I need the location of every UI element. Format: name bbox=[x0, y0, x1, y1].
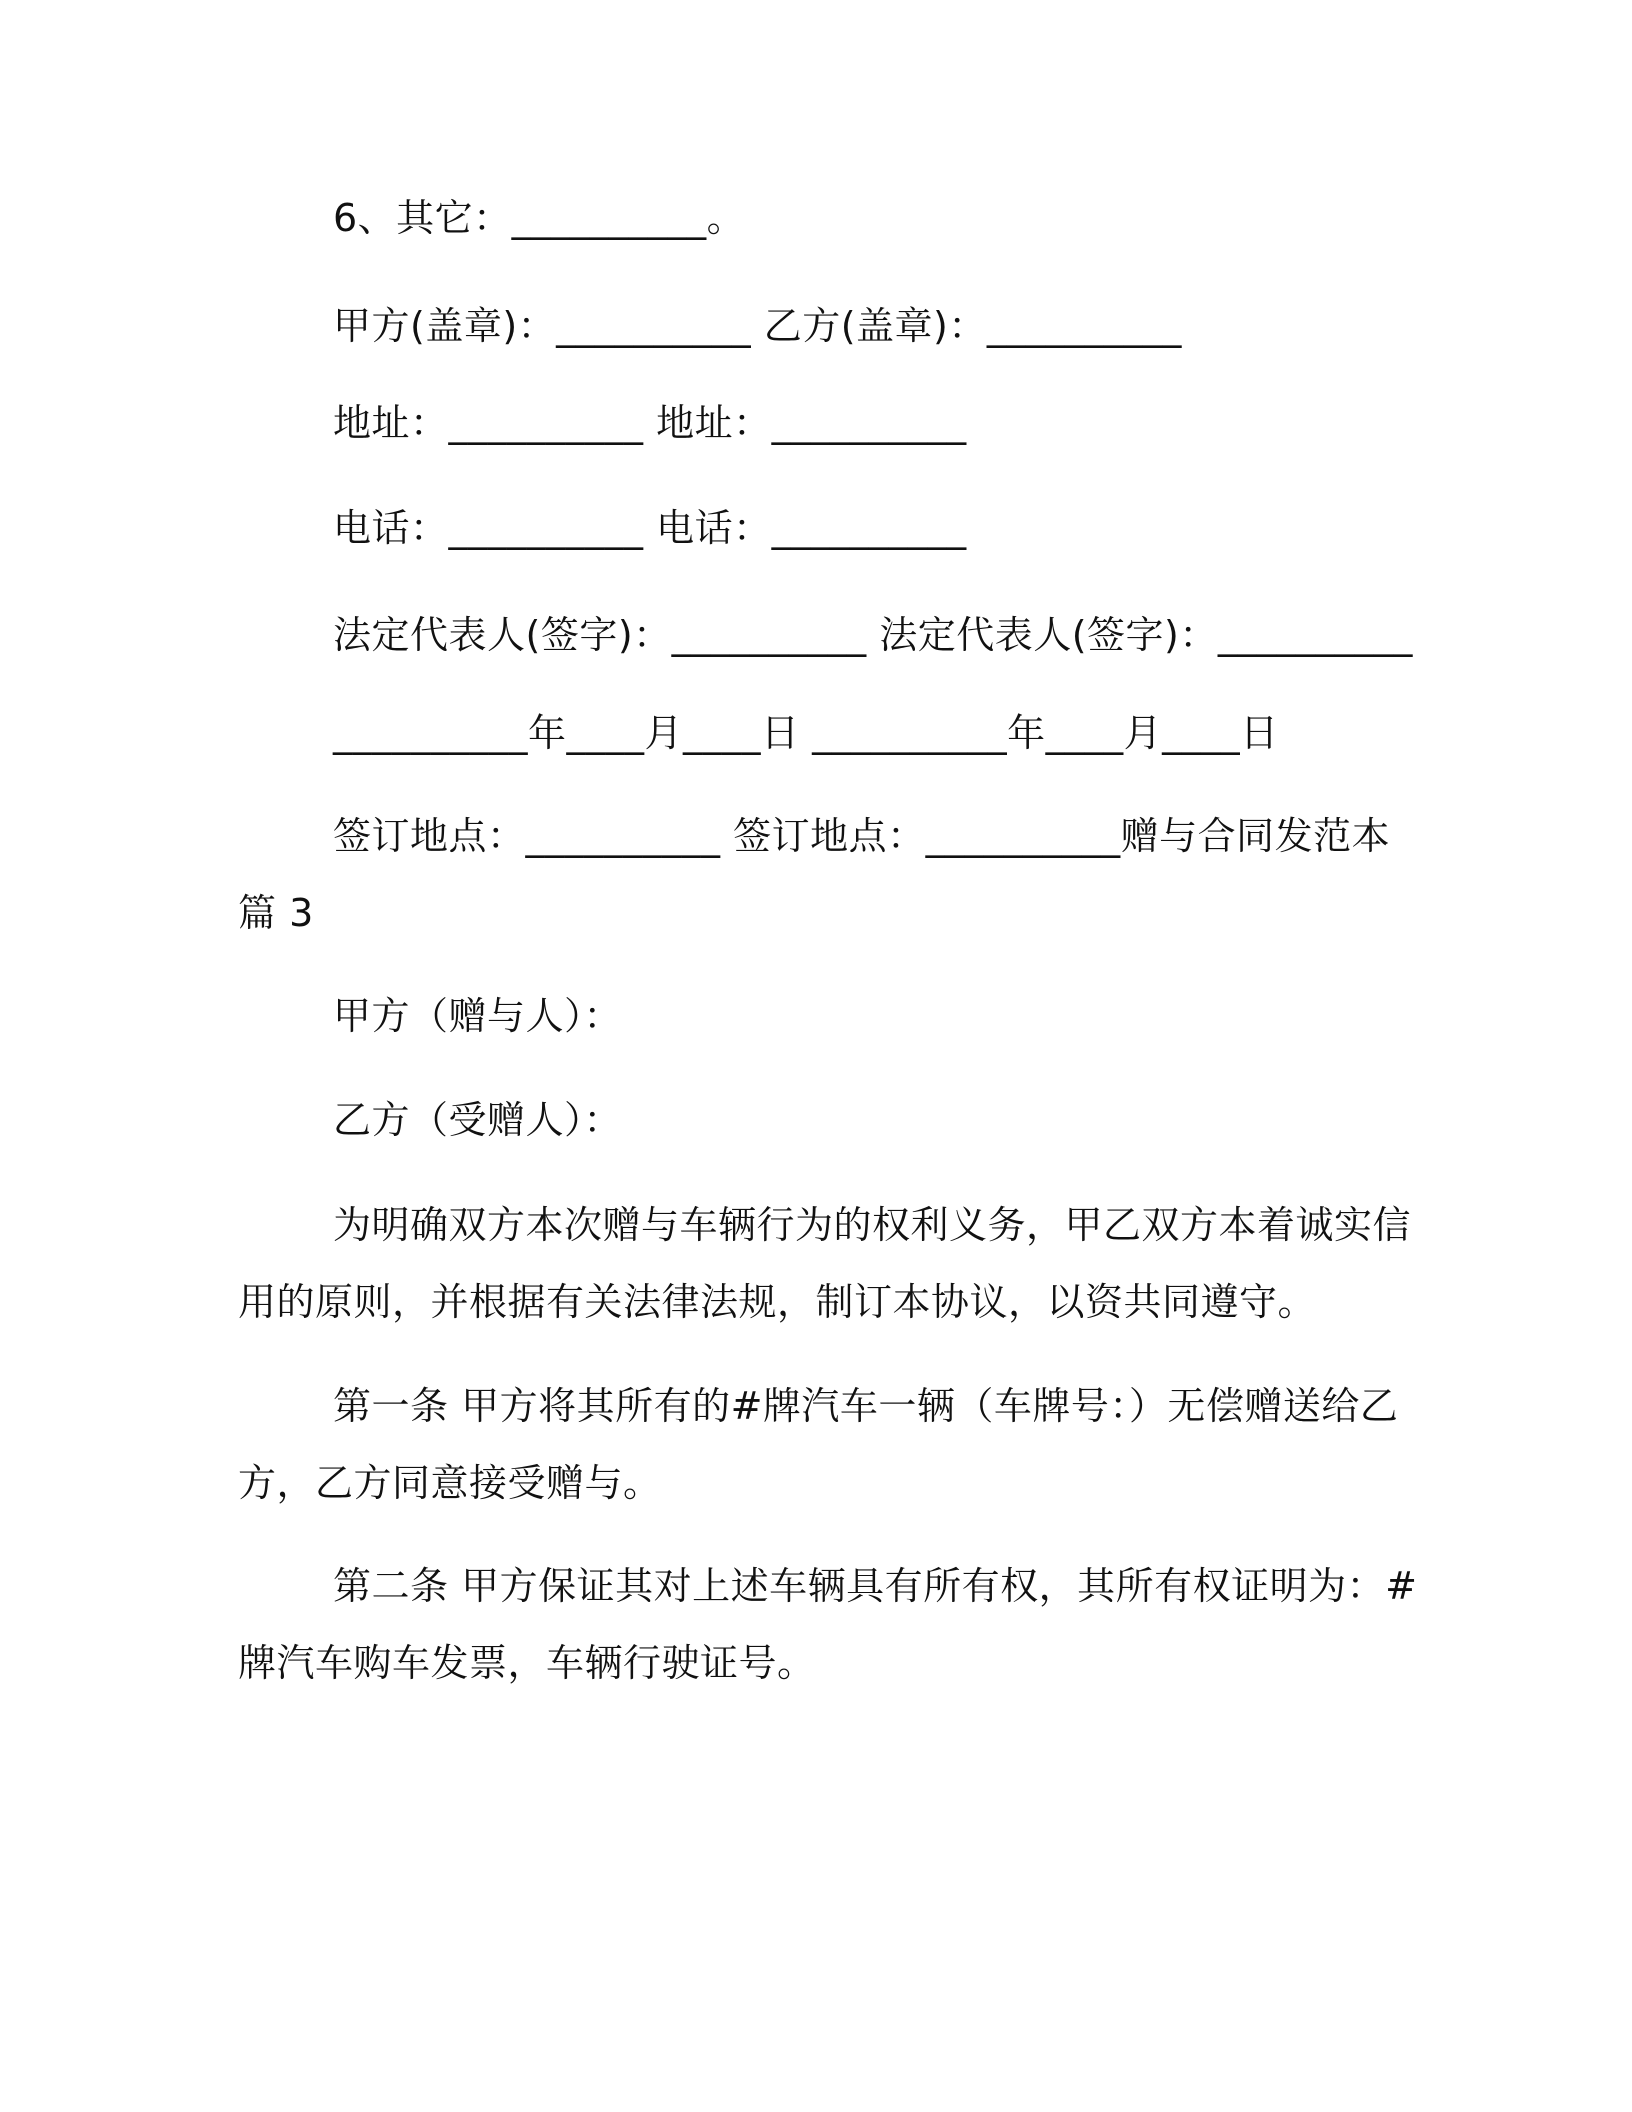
section-heading: 篇 3 bbox=[238, 891, 314, 935]
article-1-line-1: 第一条 甲方将其所有的#牌汽车一辆（车牌号：）无偿赠送给乙 bbox=[333, 1384, 1399, 1428]
party-b-donee: 乙方（受赠人）： bbox=[333, 1098, 623, 1142]
party-a-donor: 甲方（赠与人）： bbox=[333, 994, 623, 1038]
signing-place-line: 签订地点：__________ 签订地点：__________赠与合同发范本 bbox=[333, 814, 1391, 858]
address-line: 地址：__________ 地址：__________ bbox=[333, 401, 967, 445]
preamble-line-1: 为明确双方本次赠与车辆行为的权利义务，甲乙双方本着诚实信 bbox=[333, 1203, 1412, 1247]
legal-representative-line: 法定代表人(签字)：__________ 法定代表人(签字)：__________ bbox=[333, 613, 1413, 657]
phone-line: 电话：__________ 电话：__________ bbox=[333, 506, 967, 550]
article-2-line-2: 牌汽车购车发票，车辆行驶证号。 bbox=[238, 1641, 816, 1685]
article-1-line-2: 方，乙方同意接受赠与。 bbox=[238, 1461, 662, 1505]
preamble-line-2: 用的原则，并根据有关法律法规，制订本协议，以资共同遵守。 bbox=[238, 1280, 1317, 1324]
clause-other: 6、其它：__________。 bbox=[333, 196, 746, 240]
date-line: __________年____月____日 __________年____月____日 bbox=[333, 711, 1279, 755]
party-seal-line: 甲方(盖章)：__________ 乙方(盖章)：__________ bbox=[333, 304, 1182, 348]
article-2-line-1: 第二条 甲方保证其对上述车辆具有所有权，其所有权证明为：# bbox=[333, 1564, 1418, 1608]
